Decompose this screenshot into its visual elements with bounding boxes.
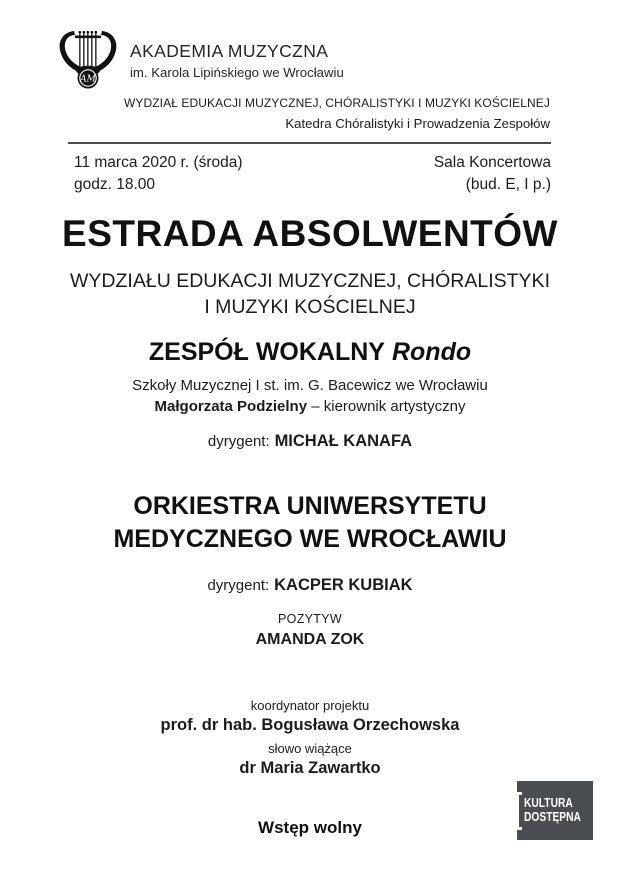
announcer-label: słowo wiążące (268, 741, 352, 756)
orchestra-name-line2: MEDYCZNEGO WE WROCŁAWIU (113, 525, 507, 553)
event-time: godz. 18.00 (74, 176, 156, 193)
event-date-time (74, 152, 243, 196)
vocal-ensemble-name (0, 338, 620, 367)
logo-monogram: AM (80, 74, 96, 85)
academy-header (56, 29, 344, 91)
instrument-performer: AMANDA ZOK (255, 631, 365, 648)
credits-section (0, 698, 620, 778)
poster-subtitle-line2: I MUZYKI KOŚCIELNEJ (204, 296, 416, 318)
poster-subtitle-line1: WYDZIAŁU EDUKACJI MUZYCZNEJ, CHÓRALISTYKI (70, 270, 550, 292)
event-info (74, 152, 551, 196)
conductor-line-1 (0, 432, 620, 451)
department-name: Katedra Chóralistyki i Prowadzenia Zespołów (285, 116, 550, 131)
venue-detail: (bud. E, I p.) (465, 176, 551, 193)
orchestra-section (0, 490, 620, 649)
admission-note: Wstęp wolny (258, 818, 362, 837)
kultura-badge-line1: KULTURA (524, 796, 574, 810)
conductor-line-2 (0, 576, 620, 595)
poster-title: ESTRADA ABSOLWENTÓW (62, 213, 558, 254)
conductor-name-2: KACPER KUBIAK (274, 576, 413, 594)
event-date: 11 marca 2020 r. (środa) (74, 154, 243, 171)
vocal-ensemble-name-main: ZESPÓŁ WOKALNY (148, 338, 385, 366)
divider-rule (68, 142, 551, 144)
school-name: Szkoły Muzycznej I st. im. G. Bacewicz we Wrocławiu (132, 377, 488, 394)
conductor-label-1: dyrygent: (207, 433, 270, 450)
faculty-name: WYDZIAŁ EDUKACJI MUZYCZNEJ, CHÓRALISTYKI I MUZYKI KOŚCIELNEJ (123, 96, 550, 110)
coordinator-name: prof. dr hab. Bogusława Orzechowska (160, 716, 460, 734)
academy-subtitle: im. Karola Lipińskiego we Wrocławiu (130, 64, 344, 80)
event-venue (434, 152, 551, 196)
faculty-header (124, 96, 550, 131)
orchestra-name (0, 490, 620, 556)
coordinator-label: koordynator projektu (250, 698, 370, 713)
academy-title-block (130, 41, 344, 80)
vocal-ensemble-name-italic: Rondo (391, 338, 472, 366)
title-block (0, 212, 620, 320)
artistic-director-line (0, 398, 620, 415)
venue-name: Sala Koncertowa (433, 154, 551, 171)
artistic-director-name: Małgorzata Podzielny (154, 398, 308, 415)
orchestra-name-line1: ORKIESTRA UNIWERSYTETU (133, 492, 487, 520)
lyre-logo-icon (56, 29, 120, 91)
artistic-director-role: – kierownik artystyczny (311, 398, 466, 415)
conductor-label-2: dyrygent: (207, 577, 270, 594)
announcer-name: dr Maria Zawartko (239, 759, 381, 777)
instrument-label: POZYTYW (278, 612, 342, 626)
kultura-badge-line2: DOSTĘPNA (524, 809, 582, 824)
vocal-ensemble-section (0, 338, 620, 451)
poster-subtitle (0, 268, 620, 320)
conductor-name-1: MICHAŁ KANAFA (274, 432, 413, 450)
academy-name: AKADEMIA MUZYCZNA (130, 40, 329, 61)
